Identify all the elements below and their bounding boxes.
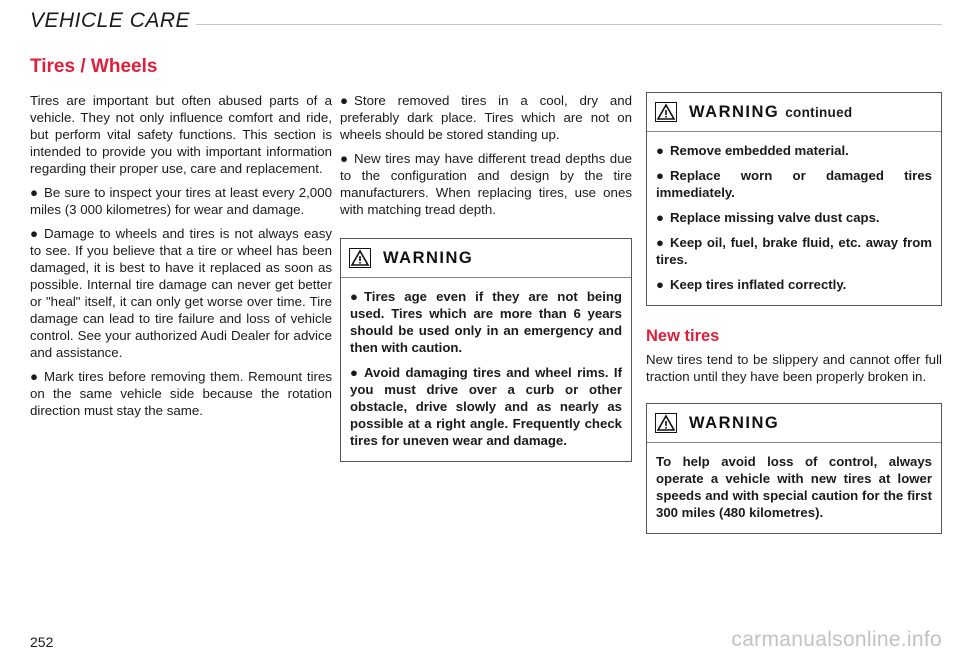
bullet-icon: ● [350,365,358,380]
warning-triangle-icon [655,102,677,122]
warning-continued-box [646,92,942,306]
column-2 [340,92,632,474]
bullet-text: Store removed tires in a cool, dry and preferably dark place. Tires which are not on wheels should be stored standing up. [340,93,632,142]
bullet-icon: ● [656,168,664,183]
warning-item-text: Replace missing valve dust caps. [669,210,880,225]
warning-text: To help avoid loss of control, always operate a vehicle with new tires at lower speeds and with special caution for the first 300 miles (480 kilometres). [656,454,932,520]
bullet-text: Damage to wheels and tires is not always easy to see. If you believe that a tire or wheel has been damaged, it is best to have it replaced as soon as possible. Internal tire damage can never get better or "heal" itself, it can only get worse over time. Tire damage can lead to tire failure and loss of vehicle control. See your authorized Audi Dealer for advice and assistance. [30,226,332,360]
new-tires-paragraph: New tires tend to be slippery and cannot offer full traction until they have been properly broken in. [646,352,942,384]
warning-item-text: Avoid damaging tires and wheel rims. If you must drive over a curb or other obstacle, drive slowly and as nearly as possible at a right angle. Frequently check tires for uneven wear and damage. [350,365,622,448]
column-3 [646,92,942,546]
warning-item-text: Remove embedded material. [669,143,849,158]
bullet-text: Mark tires before removing them. Remount tires on the same vehicle side because the rotation direction must stay the same. [30,369,332,418]
warning-body [341,278,631,461]
page-header [30,6,942,36]
warning-item [656,167,932,201]
new-tires-heading: New tires [646,327,720,345]
warning-continued-label: continued [785,104,853,120]
bullet-icon: ● [30,185,39,200]
bullet-icon: ● [340,93,349,108]
warning-header [647,93,941,132]
chapter-title: VEHICLE CARE [30,9,191,32]
section-title: Tires / Wheels [30,56,158,77]
bullet-paragraph [340,150,632,218]
warning-item [656,234,932,268]
warning-item [350,364,622,449]
bullet-text: Be sure to inspect your tires at least every 2,000 miles (3 000 kilometres) for wear and damage. [30,185,332,217]
warning-item [656,276,932,293]
bullet-text: New tires may have different tread depths due to the configuration and design by the tire manufacturers. When replacing tires, use ones with matching tread depth. [340,151,632,217]
bullet-icon: ● [350,289,358,304]
intro-paragraph: Tires are important but often abused parts of a vehicle. They not only influence comfort and ride, but perform vital safety functions. This section is intended to provide you with important information regarding their proper use, care and replacement. [30,93,332,176]
warning-item-text: Keep oil, fuel, brake fluid, etc. away from tires. [656,235,932,267]
warning-body [647,443,941,533]
watermark: carmanualsonline.info [731,628,942,651]
bullet-icon: ● [656,235,664,250]
warning-item-text: Replace worn or damaged tires immediately. [656,168,932,200]
bullet-paragraph [30,368,332,419]
column-1 [30,92,332,426]
warning-label: WARNING [689,413,780,432]
warning-triangle-icon [349,248,371,268]
bullet-paragraph [30,184,332,218]
warning-label: WARNING [689,102,780,121]
bullet-icon: ● [30,226,39,241]
warning-box [340,238,632,462]
bullet-paragraph [30,225,332,361]
warning-item-text: Tires age even if they are not being used. Tires which are more than 6 years should be used only in an emergency and then with caution. [350,289,622,355]
bullet-icon: ● [656,143,664,158]
warning-body [647,132,941,305]
bullet-icon: ● [30,369,39,384]
bullet-icon: ● [656,277,664,292]
warning-item-text: Keep tires inflated correctly. [669,277,847,292]
warning-item [656,209,932,226]
warning-triangle-icon [655,413,677,433]
warning-item [350,288,622,356]
bullet-paragraph [340,92,632,143]
header-rule [196,24,942,25]
new-tires-warning-box [646,403,942,534]
warning-header [341,239,631,278]
warning-header [647,404,941,443]
warning-label: WARNING [383,248,474,267]
warning-item [656,142,932,159]
bullet-icon: ● [340,151,349,166]
page-number: 252 [30,634,54,650]
bullet-icon: ● [656,210,664,225]
